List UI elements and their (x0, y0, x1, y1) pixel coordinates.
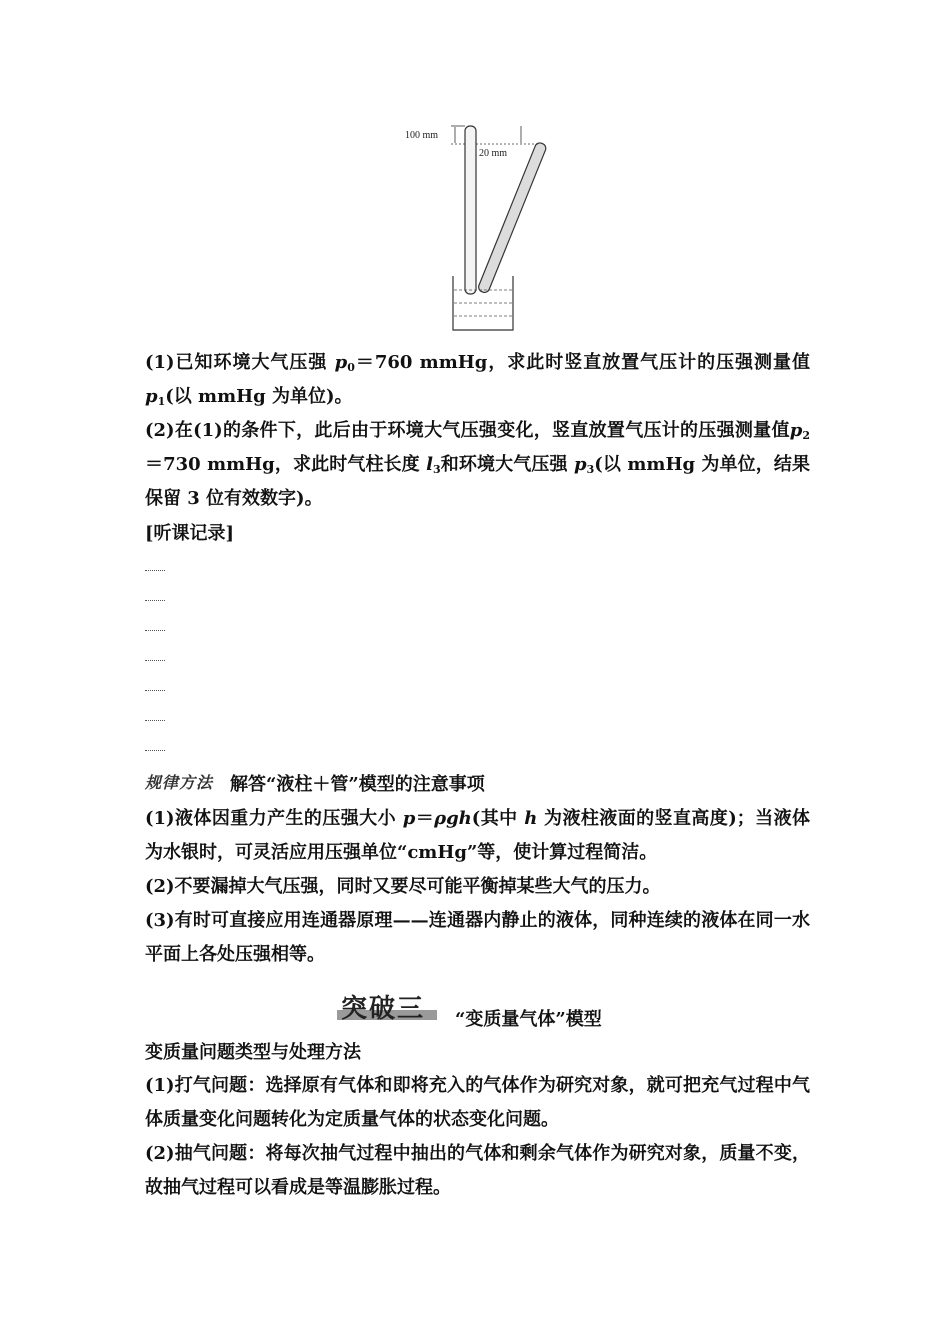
q1-text-b: ＝760 mmHg，求此时竖直放置气压计的压强测量值 (354, 352, 810, 373)
q2-text-d: (以 mmHg 为单位，结果保留 3 位有效数字)。 (145, 454, 810, 509)
q2-p3: p (573, 454, 587, 475)
q1-text-a: (1)已知环境大气压强 (145, 352, 335, 373)
note-line (145, 598, 165, 601)
vertical-tube (465, 126, 476, 294)
m1-text-b: (其中 (471, 808, 525, 829)
inclined-tube (477, 141, 547, 293)
q2-p2: p (789, 420, 803, 441)
label-100mm: 100 mm (405, 130, 439, 141)
q2-text-b: ＝730 mmHg，求此时气柱长度 (145, 454, 427, 475)
section-heading: 变质量问题类型与处理方法 (145, 1042, 361, 1063)
q2-l3: l (426, 454, 434, 475)
note-line (145, 628, 165, 631)
notes-heading: [听课记录] (145, 523, 235, 544)
method-point-3: (3)有时可直接应用连通器原理——连通器内静止的液体，同种连续的液体在同一水平面上各处压强相等。 (145, 910, 810, 965)
q2-p2-sub: 2 (802, 429, 810, 442)
method-tag: 规律方法 (145, 773, 214, 792)
m1-eq: ＝ (415, 808, 435, 829)
question-2 (145, 414, 810, 516)
section-paragraph-2: (2)抽气问题：将每次抽气过程中抽出的气体和剩余气体作为研究对象，质量不变，故抽气过程可以看成是等温膨胀过程。 (145, 1143, 810, 1198)
m1-text-c: 为液柱液面的竖直高度)；当液体为水银时，可灵活应用压强单位“cmHg”等，使计算过程简洁。 (145, 808, 810, 863)
note-line (145, 568, 165, 571)
method-point-1 (145, 802, 810, 870)
note-line (145, 658, 165, 661)
section-badge (337, 988, 437, 1024)
method-point-2: (2)不要漏掉大气压强，同时又要尽可能平衡掉某些大气的压力。 (145, 876, 661, 897)
q2-p3-sub: 3 (586, 463, 595, 476)
section-title: “变质量气体”模型 (455, 1009, 602, 1030)
q1-p0-sub: 0 (347, 361, 355, 374)
q1-text-c: (以 mmHg 为单位)。 (165, 386, 353, 407)
note-line (145, 688, 165, 691)
note-line (145, 748, 165, 751)
m1-text-a: (1)液体因重力产生的压强大小 (145, 808, 403, 829)
q1-p1-sub: 1 (157, 395, 166, 408)
section-paragraph-1: (1)打气问题：选择原有气体和即将充入的气体作为研究对象，就可把充气过程中气体质量变化问题转化为定质量气体的状态变化问题。 (145, 1075, 810, 1130)
m1-p: p (402, 808, 416, 829)
q2-text-c: 和环境大气压强 (440, 454, 574, 475)
barometer-figure (395, 118, 555, 338)
m1-rho-g-h: ρgh (434, 808, 472, 829)
q1-p1: p (145, 386, 158, 407)
q1-p0: p (334, 352, 348, 373)
m1-h: h (524, 808, 538, 829)
q2-l3-sub: 3 (433, 463, 441, 476)
question-1 (145, 346, 810, 414)
method-title: 解答“液柱＋管”模型的注意事项 (230, 774, 485, 795)
q2-text-a: (2)在(1)的条件下，此后由于环境大气压强变化，竖直放置气压计的压强测量值 (145, 420, 790, 441)
label-20mm: 20 mm (479, 148, 508, 159)
barometer-diagram (395, 118, 555, 338)
note-line (145, 718, 165, 721)
section-badge-label: 突破三 (341, 994, 426, 1024)
